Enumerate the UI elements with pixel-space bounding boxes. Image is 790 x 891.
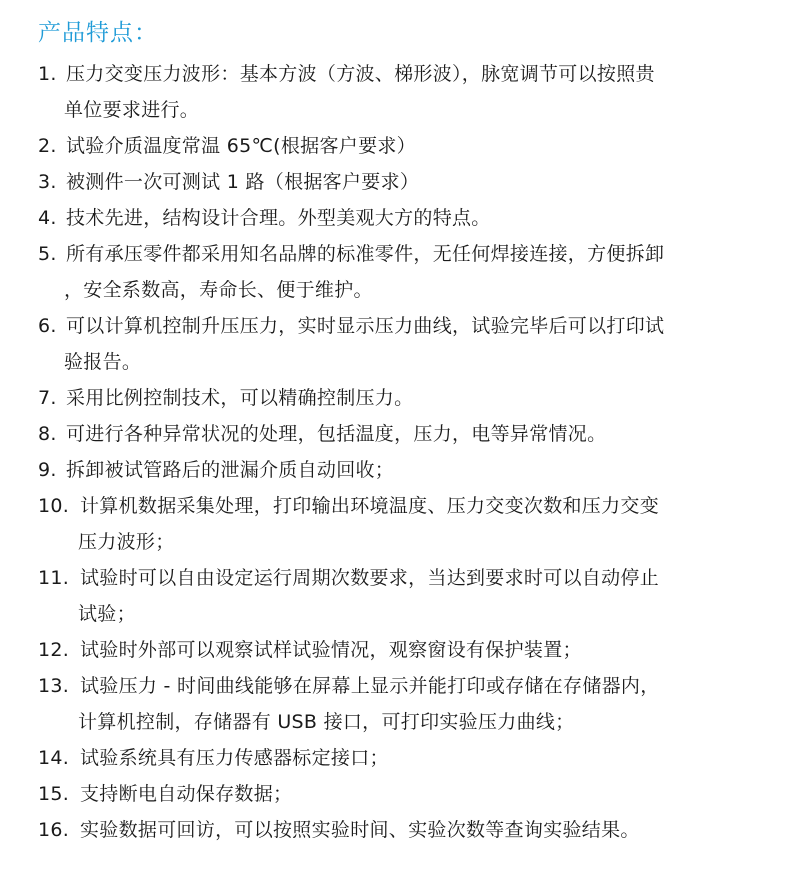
item-line: 验报告。: [64, 351, 142, 373]
list-item: [38, 56, 768, 128]
item-text: [66, 452, 768, 488]
list-item: [38, 128, 768, 164]
item-line: 试验系统具有压力传感器标定接口；: [80, 747, 389, 769]
item-number: 3.: [38, 171, 57, 193]
item-line: 采用比例控制技术，可以精确控制压力。: [66, 387, 414, 409]
item-number: 16.: [38, 819, 70, 841]
item-number: 9.: [38, 459, 57, 481]
item-line: 试验介质温度常温 65℃(根据客户要求）: [66, 135, 416, 157]
item-text: [80, 560, 768, 632]
list-item: [38, 488, 768, 560]
list-item: [38, 164, 768, 200]
list-item: [38, 308, 768, 380]
item-line: 实验数据可回访，可以按照实验时间、实验次数等查询实验结果。: [80, 819, 640, 841]
list-item: [38, 668, 768, 740]
item-line: 技术先进，结构设计合理。外型美观大方的特点。: [66, 207, 491, 229]
item-text: [66, 164, 768, 200]
item-number: 2.: [38, 135, 57, 157]
item-number: 14.: [38, 747, 70, 769]
item-number: 12.: [38, 639, 70, 661]
item-text: [66, 200, 768, 236]
item-number: 13.: [38, 675, 70, 697]
item-line: 所有承压零件都采用知名品牌的标准零件，无任何焊接连接，方便拆卸: [66, 243, 665, 265]
item-line: 压力波形；: [78, 531, 175, 553]
item-number: 1.: [38, 63, 57, 85]
feature-list: [38, 56, 768, 848]
item-text: [80, 740, 768, 776]
list-item: [38, 632, 768, 668]
item-line: 计算机数据采集处理，打印输出环境温度、压力交变次数和压力交变: [80, 495, 660, 517]
item-line: 计算机控制，存储器有 USB 接口，可打印实验压力曲线；: [78, 711, 575, 733]
item-line: 可以计算机控制升压压力，实时显示压力曲线，试验完毕后可以打印试: [66, 315, 665, 337]
item-line: 被测件一次可测试 1 路（根据客户要求）: [66, 171, 420, 193]
item-text: [66, 56, 768, 128]
item-text: [80, 632, 768, 668]
item-line: ，安全系数高，寿命长、便于维护。: [64, 279, 373, 301]
item-text: [80, 776, 768, 812]
item-number: 10.: [38, 495, 70, 517]
list-item: [38, 380, 768, 416]
item-number: 11.: [38, 567, 70, 589]
item-text: [66, 308, 768, 380]
list-item: [38, 452, 768, 488]
item-text: [66, 380, 768, 416]
list-item: [38, 740, 768, 776]
list-item: [38, 416, 768, 452]
item-line: 试验时可以自由设定运行周期次数要求，当达到要求时可以自动停止: [80, 567, 660, 589]
section-title: 产品特点：: [38, 20, 158, 46]
item-line: 支持断电自动保存数据；: [80, 783, 293, 805]
item-line: 试验压力 - 时间曲线能够在屏幕上显示并能打印或存储在存储器内，: [80, 675, 660, 697]
item-line: 拆卸被试管路后的泄漏介质自动回收；: [66, 459, 395, 481]
list-item: [38, 560, 768, 632]
list-item: [38, 200, 768, 236]
item-text: [80, 488, 768, 560]
item-line: 试验时外部可以观察试样试验情况，观察窗设有保护装置；: [80, 639, 582, 661]
item-number: 6.: [38, 315, 57, 337]
list-item: [38, 776, 768, 812]
item-number: 5.: [38, 243, 57, 265]
item-text: [80, 668, 768, 740]
item-text: [66, 128, 768, 164]
item-line: 压力交变压力波形：基本方波（方波、梯形波），脉宽调节可以按照贵: [66, 63, 655, 85]
item-number: 8.: [38, 423, 57, 445]
item-line: 可进行各种异常状况的处理，包括温度，压力，电等异常情况。: [66, 423, 607, 445]
item-number: 4.: [38, 207, 57, 229]
list-item: [38, 236, 768, 308]
item-line: 试验；: [78, 603, 136, 625]
item-number: 15.: [38, 783, 70, 805]
list-item: [38, 812, 768, 848]
item-text: [66, 416, 768, 452]
item-line: 单位要求进行。: [64, 99, 200, 121]
item-text: [80, 812, 768, 848]
item-text: [66, 236, 768, 308]
item-number: 7.: [38, 387, 57, 409]
